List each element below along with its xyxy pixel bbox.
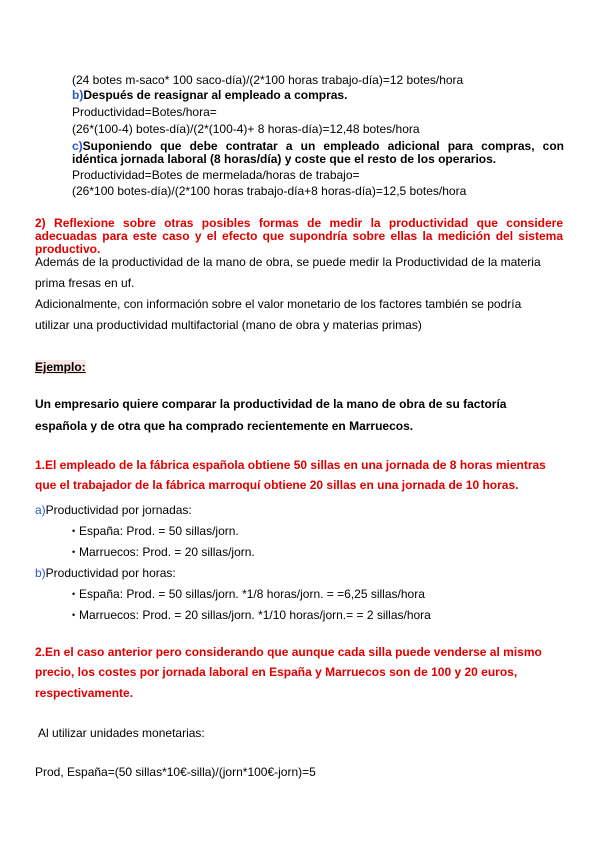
b-item-spain: España: Prod. = 50 sillas/jorn. *1/8 horas/jorn. = =6,25 sillas/hora <box>79 587 425 601</box>
case2-line-1: 2.En el caso anterior pero considerando que aunque cada silla puede venderse al mismo <box>35 645 542 659</box>
q2-heading-2: adecuadas para este caso y el efecto que supondría sobre ellas la medición del sistema <box>35 229 563 243</box>
c-line1: Productividad=Botes de mermelada/horas de trabajo= <box>72 168 360 182</box>
bullet-icon: • <box>72 547 76 557</box>
b-line1: Productividad=Botes/hora= <box>72 105 217 119</box>
q2-p1-2: prima fresas en uf. <box>35 276 135 290</box>
prod-spain: Prod, España=(50 sillas*10€-silla)/(jorn*100€-jorn)=5 <box>35 765 316 779</box>
a-marker: a) <box>35 503 46 517</box>
q2-p1-1: Además de la productividad de la mano de obra, se puede medir la Productividad de la materia <box>35 255 541 269</box>
case2-line-3: respectivamente. <box>35 686 134 700</box>
bullet-icon: • <box>72 610 76 620</box>
b-item-morocco: Marruecos: Prod. = 20 sillas/jorn. *1/10 horas/jorn.= = 2 sillas/hora <box>79 608 431 622</box>
a-item-morocco: Marruecos: Prod. = 20 sillas/jorn. <box>79 545 255 559</box>
a-item-spain: España: Prod. = 50 sillas/jorn. <box>79 524 239 538</box>
c-title-1: Suponiendo que debe contratar a un empleado adicional para compras, con <box>82 139 564 153</box>
bullet-icon: • <box>72 526 76 536</box>
q2-p2-2: utilizar una productividad multifactorial (mano de obra y materias primas) <box>35 318 422 332</box>
case1-line-2: que el trabajador de la fábrica marroquí obtiene 20 sillas en una jornada de 10 horas. <box>35 478 519 492</box>
bullet-icon: • <box>72 589 76 599</box>
a-heading <box>35 503 192 517</box>
q2-p2-1: Adicionalmente, con información sobre el valor monetario de los factores también se podría <box>35 297 522 311</box>
b-heading <box>35 566 176 580</box>
b-line2: (26*(100-4) botes-día)/(2*(100-4)+ 8 horas-día)=12,48 botes/hora <box>72 122 420 136</box>
example-label: Ejemplo: <box>35 360 86 374</box>
c-line2: (26*100 botes-día)/(2*100 horas trabajo-día+8 horas-día)=12,5 botes/hora <box>72 184 467 198</box>
b-hours-marker: b) <box>35 566 46 580</box>
section-c-title-1 <box>72 139 564 153</box>
section-b <box>72 88 347 102</box>
b-title: Después de reasignar al empleado a compras. <box>83 88 348 102</box>
case2-line-2: precio, los costes por jornada laboral en España y Marruecos son de 100 y 20 euros, <box>35 665 518 679</box>
b-hours-title: Productividad por horas: <box>45 566 176 580</box>
case1-line-1: 1.El empleado de la fábrica española obtiene 50 sillas en una jornada de 8 horas mientras <box>35 458 546 472</box>
example-intro-2: española y de otra que ha comprado recientemente en Marruecos. <box>35 419 414 433</box>
q2-heading-3: productivo. <box>35 242 101 256</box>
c-marker: c) <box>72 139 83 153</box>
c-title-2: idéntica jornada laboral (8 horas/día) y coste que el resto de los operarios. <box>72 152 497 166</box>
b-marker: b) <box>72 88 84 102</box>
formula-a: (24 botes m-saco* 100 saco-día)/(2*100 horas trabajo-día)=12 botes/hora <box>72 73 464 87</box>
q2-heading-1: 2) Reflexione sobre otras posibles formas de medir la productividad que considere <box>35 216 563 230</box>
a-title: Productividad por jornadas: <box>45 503 192 517</box>
example-intro-1: Un empresario quiere comparar la productividad de la mano de obra de su factoría <box>35 397 507 411</box>
monetary-units: Al utilizar unidades monetarias: <box>38 726 205 740</box>
